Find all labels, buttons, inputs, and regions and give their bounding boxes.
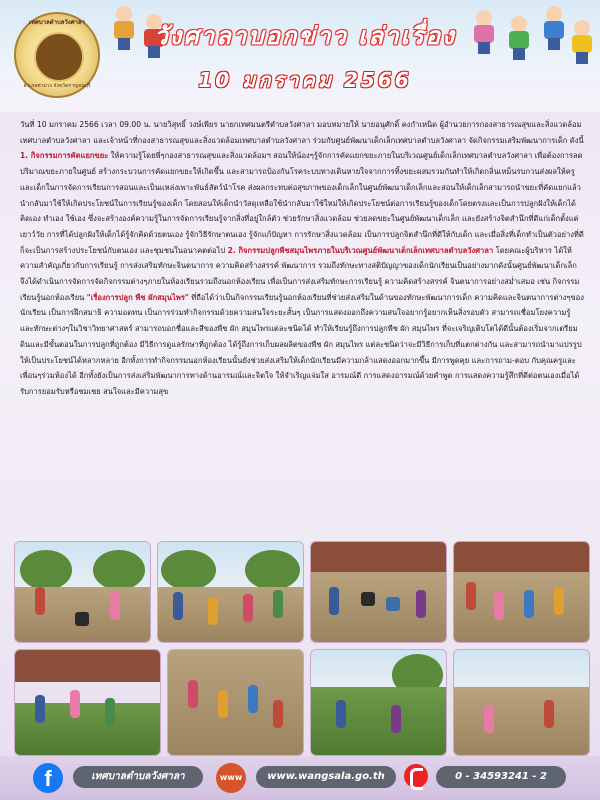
municipality-logo [14,12,100,98]
logo-text-top: เทศบาลตำบลวังศาลา [29,19,85,26]
activity-2-heading: 2. กิจกรรมปลูกพืชสมุนไพรภายในบริเวณศูนย์พัฒนาเด็กเล็กเทศบาลตำบลวังศาลา [227,245,494,255]
newsletter-date: 10 มกราคม 2566 [198,68,412,92]
logo-emblem-icon [34,32,84,82]
newsletter-title: วังศาลาบอกข่าว เล่าเรื่อง [154,22,456,50]
activity-photo [310,649,447,756]
activity-1-text: ให้ความรู้โดยพี่ๆกองสาธารณสุขและสิ่งแวดล้อมฯ สอนให้น้องๆรู้จักการคัดแยกขยะภายในบริเวณศูนย์เด็กเล็กเทศบาลตำบลวังศาลา เพื่อต้องการลดปริมาณขยะภายในศูนย์ สร้างกระบวนการคัดแยกขยะให้เกิดขึ้น และสามารถป้องกันโรคระบบทางเดินหายใจจากการทิ้งขยะผสมรวมกันทำให้เกิดกลิ่นเหม็นรบกวนส่งผลให้ครูและเด็กในการจัดการเรียนการสอนและเป็นแหล่งเพาะพันธ์สัตว์นำโรค ส่งผลกระทบต่อสุขภาพของเด็กเล็กในศูนย์พัฒนาเด็กเล็กและสอนให้เด็กเล็กสามารถนำขยะที่คัดแยกแล้วนำกลับมาใช้ให้เกิดประโยชน์ในการเรียนรู้ของเด็ก โดยสอนให้เด็กนำวัสดุเหลือใช้นำกลับมาใช้ใหม่ให้เกิดประโยชน์ต่อการเรียนรู้ของเด็กโดยตรงและเป็นการปลูกฝังให้เด็กได้คิดเอง ทำเอง ใช้เอง ซึ่งจะสร้างองค์ความรู้ในการจัดการเรียนรู้จากสิ่งที่อยู่ใกล้ตัว ช่วยรักษาสิ่งแวดล้อม ช่วยลดขยะในศูนย์พัฒนาเด็กเล็ก และยังสร้างจิตสำนึกที่ดีแก่เด็กตั้งแต่เยาว์วัย การที่ได้ปลูกฝังให้เด็กได้รู้จักคิดด้วยตนเอง รู้จักวิธีรักษาตนเอง รู้จักแก้ปัญหา การรักษาสิ่งแวดล้อม เป็นการปลูกจิตสำนึกที่ดีให้กับเด็ก และเมื่อสิ่งที่เด็กทำเป็นตัวอย่างที่ดี ก็จะเป็นการสร้างประโยชน์กับตนเอง และชุมชนในอนาคตต่อไป [20,151,584,255]
activity-photo [453,649,590,756]
cartoon-kid-icon [505,16,533,60]
activity-2-quote: "เรื่องการปลูก พืช ผักสมุนไพร" [86,292,189,302]
cartoon-kid-icon [540,6,568,50]
phone-number: 0 - 34593241 - 2 [436,766,566,788]
activity-2-text-cont: ที่ถือได้ว่าเป็นกิจกรรมเรียนรู้นอกห้องเรียนที่ช่วยส่งเสริมในด้านของทักษะพัฒนาการเด็ก ความคิดและจินตนาการต่างๆของนักเรียน เป็นการฝึกสมาธิ ความอดทน เป็นการร่วมทำกิจกรรมด้วยความสนใจระยะสั้นๆ เป็นการแสดงออกถึงความสนใจอยากรู้อยากเห็นสิ่งรอบตัว สามารถเชื่อมโยงความรู้และทักษะต่างๆในวิชาวิทยาศาสตร์ สามารถบอกชื่อและสีของพืช ผัก สมุนไพรแต่ละชนิดได้ ทำให้เรียนรู้ถึงการปลูกพืช ผัก สมุนไพร ที่จะเจริญเติบโตได้ดีนั้นต้องเริ่มจากเตรียมดินและมีขั้นตอนในการปลูกที่ถูกต้อง มีวิธีการดูแลรักษาที่ถูกต้อง ได้รู้ถึงการเก็บผลผลิตของพืช ผัก สมุนไพร แต่ละชนิดว่าจะมีวิธีการเก็บที่แตกต่างกัน และสามารถนำมาแปรรูปให้เป็นประโยชน์ได้หลากหลาย อีกทั้งการทำกิจกรรมนอกห้องเรียนนั้นยังช่วยส่งเสริมให้เด็กนักเรียนมีความกล้าแสดงออกมากขึ้น มีการพูดคุย และการถาม-ตอบ กับคุณครูและเพื่อนๆร่วมห้องได้ อีกทั้งยังเป็นการส่งเสริมพัฒนาการทางด้านอารมณ์และจิตใจ ให้จำเริญแจ่มใส อารมณ์ดี การแสดงอารมณ์ด้วยคำพูด การแสดงความรู้สึกที่ดีต่อตนเองเมื่อได้รับการยอมรับหรือชมเชย สนใจและมีความสุข [20,292,584,396]
article-intro: วันที่ 10 มกราคม 2566 เวลา 09.00 น. นายวิสุทธิ์ วงษ์เพียร นายกเทศมนตรีตำบลวังศาลา มอบหมายให้ นายอนุศักดิ์ คงกำเหนิด ผู้อำนวยการกองสาธารณสุขและสิ่งแวดล้อมเทศบาลตำบลวังศาลา และเจ้าหน้าที่กองสาธารณสุขและสิ่งแวดล้อมเทศบาลตำบลวังศาลา ร่วมกับศูนย์พัฒนาเด็กเล็กเทศบาลตำบลวังศาลา จัดกิจกรรมเสริมพัฒนาการเด็ก ดังนี้ [20,120,584,145]
article-body [20,117,584,400]
activity-1-heading: 1. กิจกรรมการคัดแยกขยะ [20,151,109,161]
cartoon-kid-icon [568,20,596,64]
activity-photo [310,541,447,643]
cartoon-kid-icon [110,6,138,50]
phone-icon [400,760,432,792]
activity-photo [167,649,304,756]
activity-photo [14,541,151,643]
activity-photo [157,541,304,643]
header-banner [0,0,600,112]
website-link[interactable]: www.wangsala.go.th [256,766,396,788]
activity-photo [453,541,590,643]
globe-icon: www [216,763,246,793]
cartoon-kid-icon [470,10,498,54]
logo-text-bottom: อำเภอท่าม่วง จังหวัดกาญจนบุรี [23,83,91,89]
facebook-page-label[interactable]: เทศบาลตำบลวังศาลา [73,766,203,788]
photo-collage [14,541,588,754]
activity-photo [14,649,161,756]
facebook-icon[interactable]: f [33,763,63,793]
activity-2-text: โดยคณะผู้บริหาร ได้ให้ความสำคัญเกี่ยวกับการเรียนรู้ การส่งเสริมทักษะจินตนาการ ความคิดสร้างสรรค์ พัฒนาการ รวมถึงทักษะทางสติปัญญาของเด็กนักเรียนเป็นอย่างมากดังนั้นศูนย์พัฒนาเด็กเล็กจึงได้ดำเนินการจัดการจัดกิจกรรมต่างๆภายในห้องเรียนรวมถึงนอกห้องเรียน เพื่อเป็นการส่งเสริมทักษะการเรียนรู้ ความคิดสร้างสรรค์ จินตนาการอย่างสม่ำเสมอ เช่น กิจกรรมเรียนรู้นอกห้องเรียน [20,245,580,302]
